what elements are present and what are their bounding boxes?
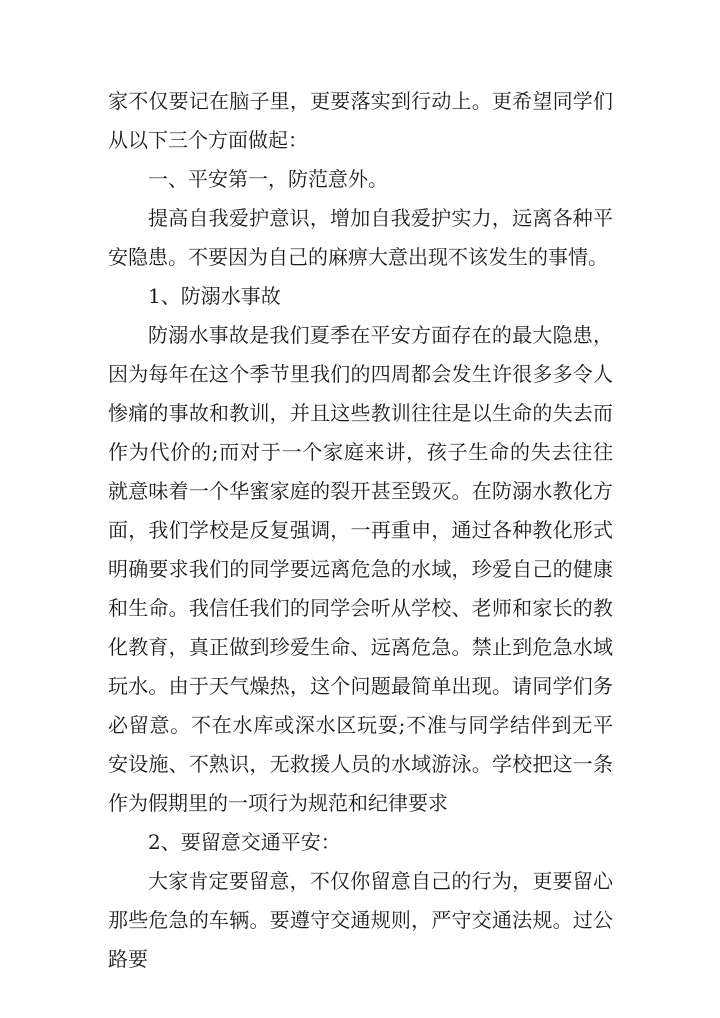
- subheading-drowning-prevention: 1、防溺水事故: [148, 284, 281, 308]
- document-body: [108, 82, 613, 979]
- subheading-traffic-safety: 2、要留意交通平安：: [148, 830, 341, 854]
- section-heading-safety-first: 一、平安第一，防范意外。: [148, 167, 388, 191]
- paragraph-traffic-safety: 大家肯定要留意，不仅你留意自己的行为，更要留心那些危急的车辆。要遵守交通规则，严守交通法规。过公路要: [108, 869, 613, 971]
- paragraph-continuation: 家不仅要记在脑子里，更要落实到行动上。更希望同学们从以下三个方面做起：: [108, 89, 613, 152]
- paragraph-drowning-prevention: 防溺水事故是我们夏季在平安方面存在的最大隐患，因为每年在这个季节里我们的四周都会发生许很多多令人惨痛的事故和教训，并且这些教训往往是以生命的失去而作为代价的;而对于一个家庭来讲，孩子生命的失去往往就意味着一个华蜜家庭的裂开甚至毁灭。在防溺水教化方面，我们学校是反复强调，一再重申，通过各种教化形式明确要求我们的同学要远离危急的水域，珍爱自己的健康和生命。我信任我们的同学会听从学校、老师和家长的教化教育，真正做到珍爱生命、远离危急。禁止到危急水域玩水。由于天气燥热，这个问题最简单出现。请同学们务必留意。不在水库或深水区玩耍;不准与同学结伴到无平安设施、不熟识，无救援人员的水域游泳。学校把这一条作为假期里的一项行为规范和纪律要求: [108, 323, 613, 815]
- paragraph-self-protection: 提高自我爱护意识，增加自我爱护实力，远离各种平安隐患。不要因为自己的麻痹大意出现不该发生的事情。: [108, 206, 613, 269]
